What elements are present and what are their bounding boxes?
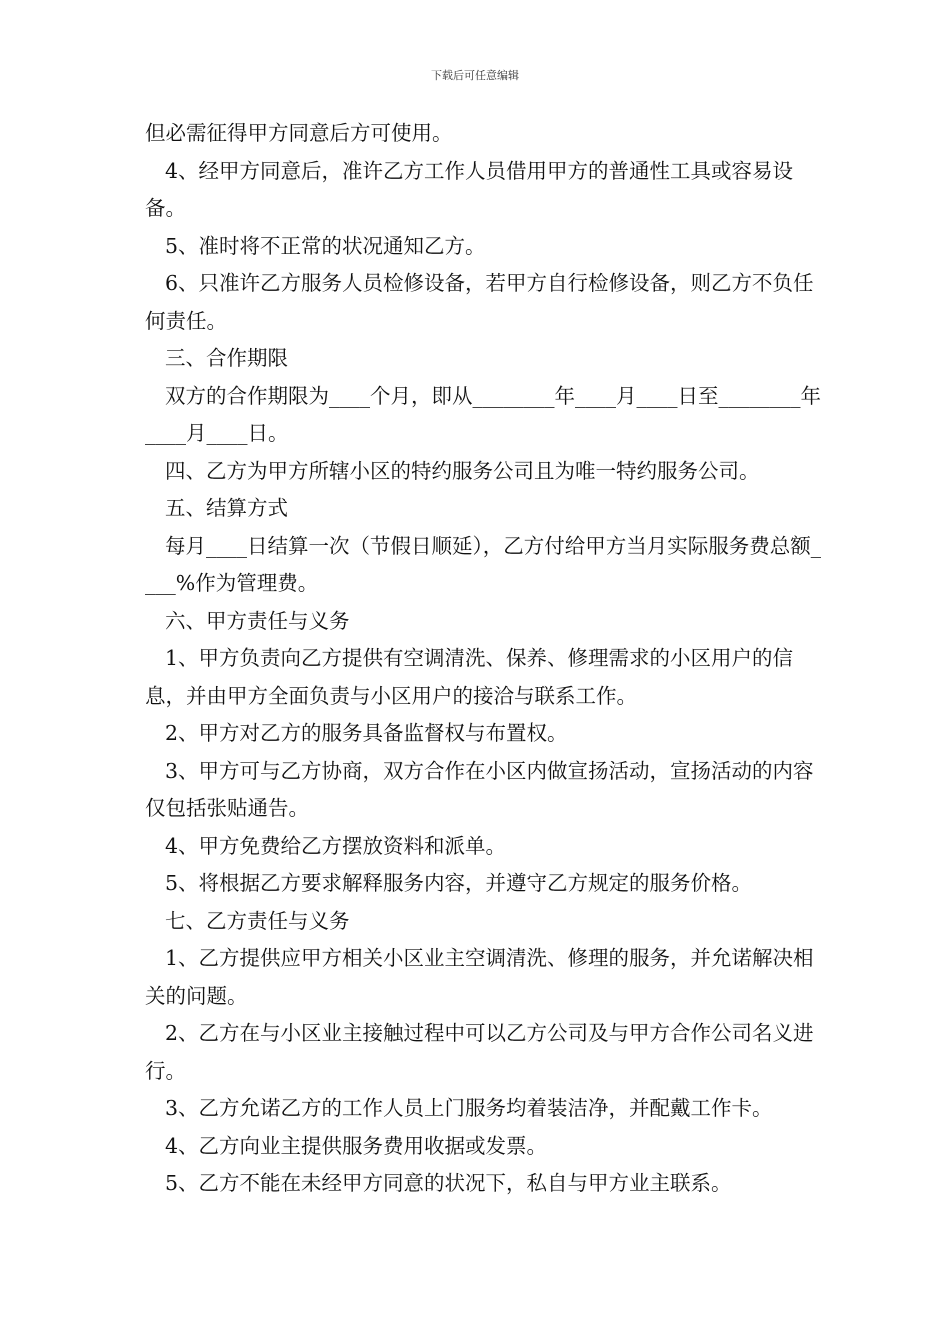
paragraph: 6、只准许乙方服务人员检修设备，若甲方自行检修设备，则乙方不负任何责任。 <box>145 271 814 333</box>
paragraph: 4、甲方免费给乙方摆放资料和派单。 <box>165 833 507 858</box>
paragraph: 5、将根据乙方要求解释服务内容，并遵守乙方规定的服务价格。 <box>165 871 753 895</box>
paragraph: 1、乙方提供应甲方相关小区业主空调清洗、修理的服务，并允诺解决相关的问题。 <box>145 946 814 1008</box>
paragraph: 3、乙方允诺乙方的工作人员上门服务均着装洁净，并配戴工作卡。 <box>165 1096 773 1120</box>
paragraph: 四、乙方为甲方所辖小区的特约服务公司且为唯一特约服务公司。 <box>165 458 760 483</box>
paragraph: 三、合作期限 <box>165 346 288 370</box>
paragraph: 每月____日结算一次（节假日顺延），乙方付给甲方当月实际服务费总额____%作为管理费。 <box>145 533 821 595</box>
paragraph: 五、结算方式 <box>165 496 288 520</box>
paragraph: 5、准时将不正常的状况通知乙方。 <box>165 233 486 258</box>
paragraph: 2、甲方对乙方的服务具备监督权与布置权。 <box>165 721 568 745</box>
paragraph: 1、甲方负责向乙方提供有空调清洗、保养、修理需求的小区用户的信息，并由甲方全面负责与小区用户的接洽与联系工作。 <box>145 646 794 708</box>
document-body <box>145 115 825 1203</box>
paragraph: 4、乙方向业主提供服务费用收据或发票。 <box>165 1133 548 1158</box>
paragraph: 六、甲方责任与义务 <box>165 608 350 633</box>
paragraph: 但必需征得甲方同意后方可使用。 <box>145 121 453 145</box>
paragraph: 2、乙方在与小区业主接触过程中可以乙方公司及与甲方合作公司名义进行。 <box>145 1021 814 1083</box>
header-note: 下载后可任意编辑 <box>431 69 519 82</box>
paragraph: 3、甲方可与乙方协商，双方合作在小区内做宣扬活动，宣扬活动的内容仅包括张贴通告。 <box>145 758 814 820</box>
paragraph: 双方的合作期限为____个月，即从________年____月____日至________年____月____日。 <box>145 383 821 445</box>
paragraph: 4、经甲方同意后，准许乙方工作人员借用甲方的普通性工具或容易设备。 <box>145 158 794 220</box>
paragraph: 5、乙方不能在未经甲方同意的状况下，私自与甲方业主联系。 <box>165 1171 732 1195</box>
paragraph: 七、乙方责任与义务 <box>165 908 350 933</box>
